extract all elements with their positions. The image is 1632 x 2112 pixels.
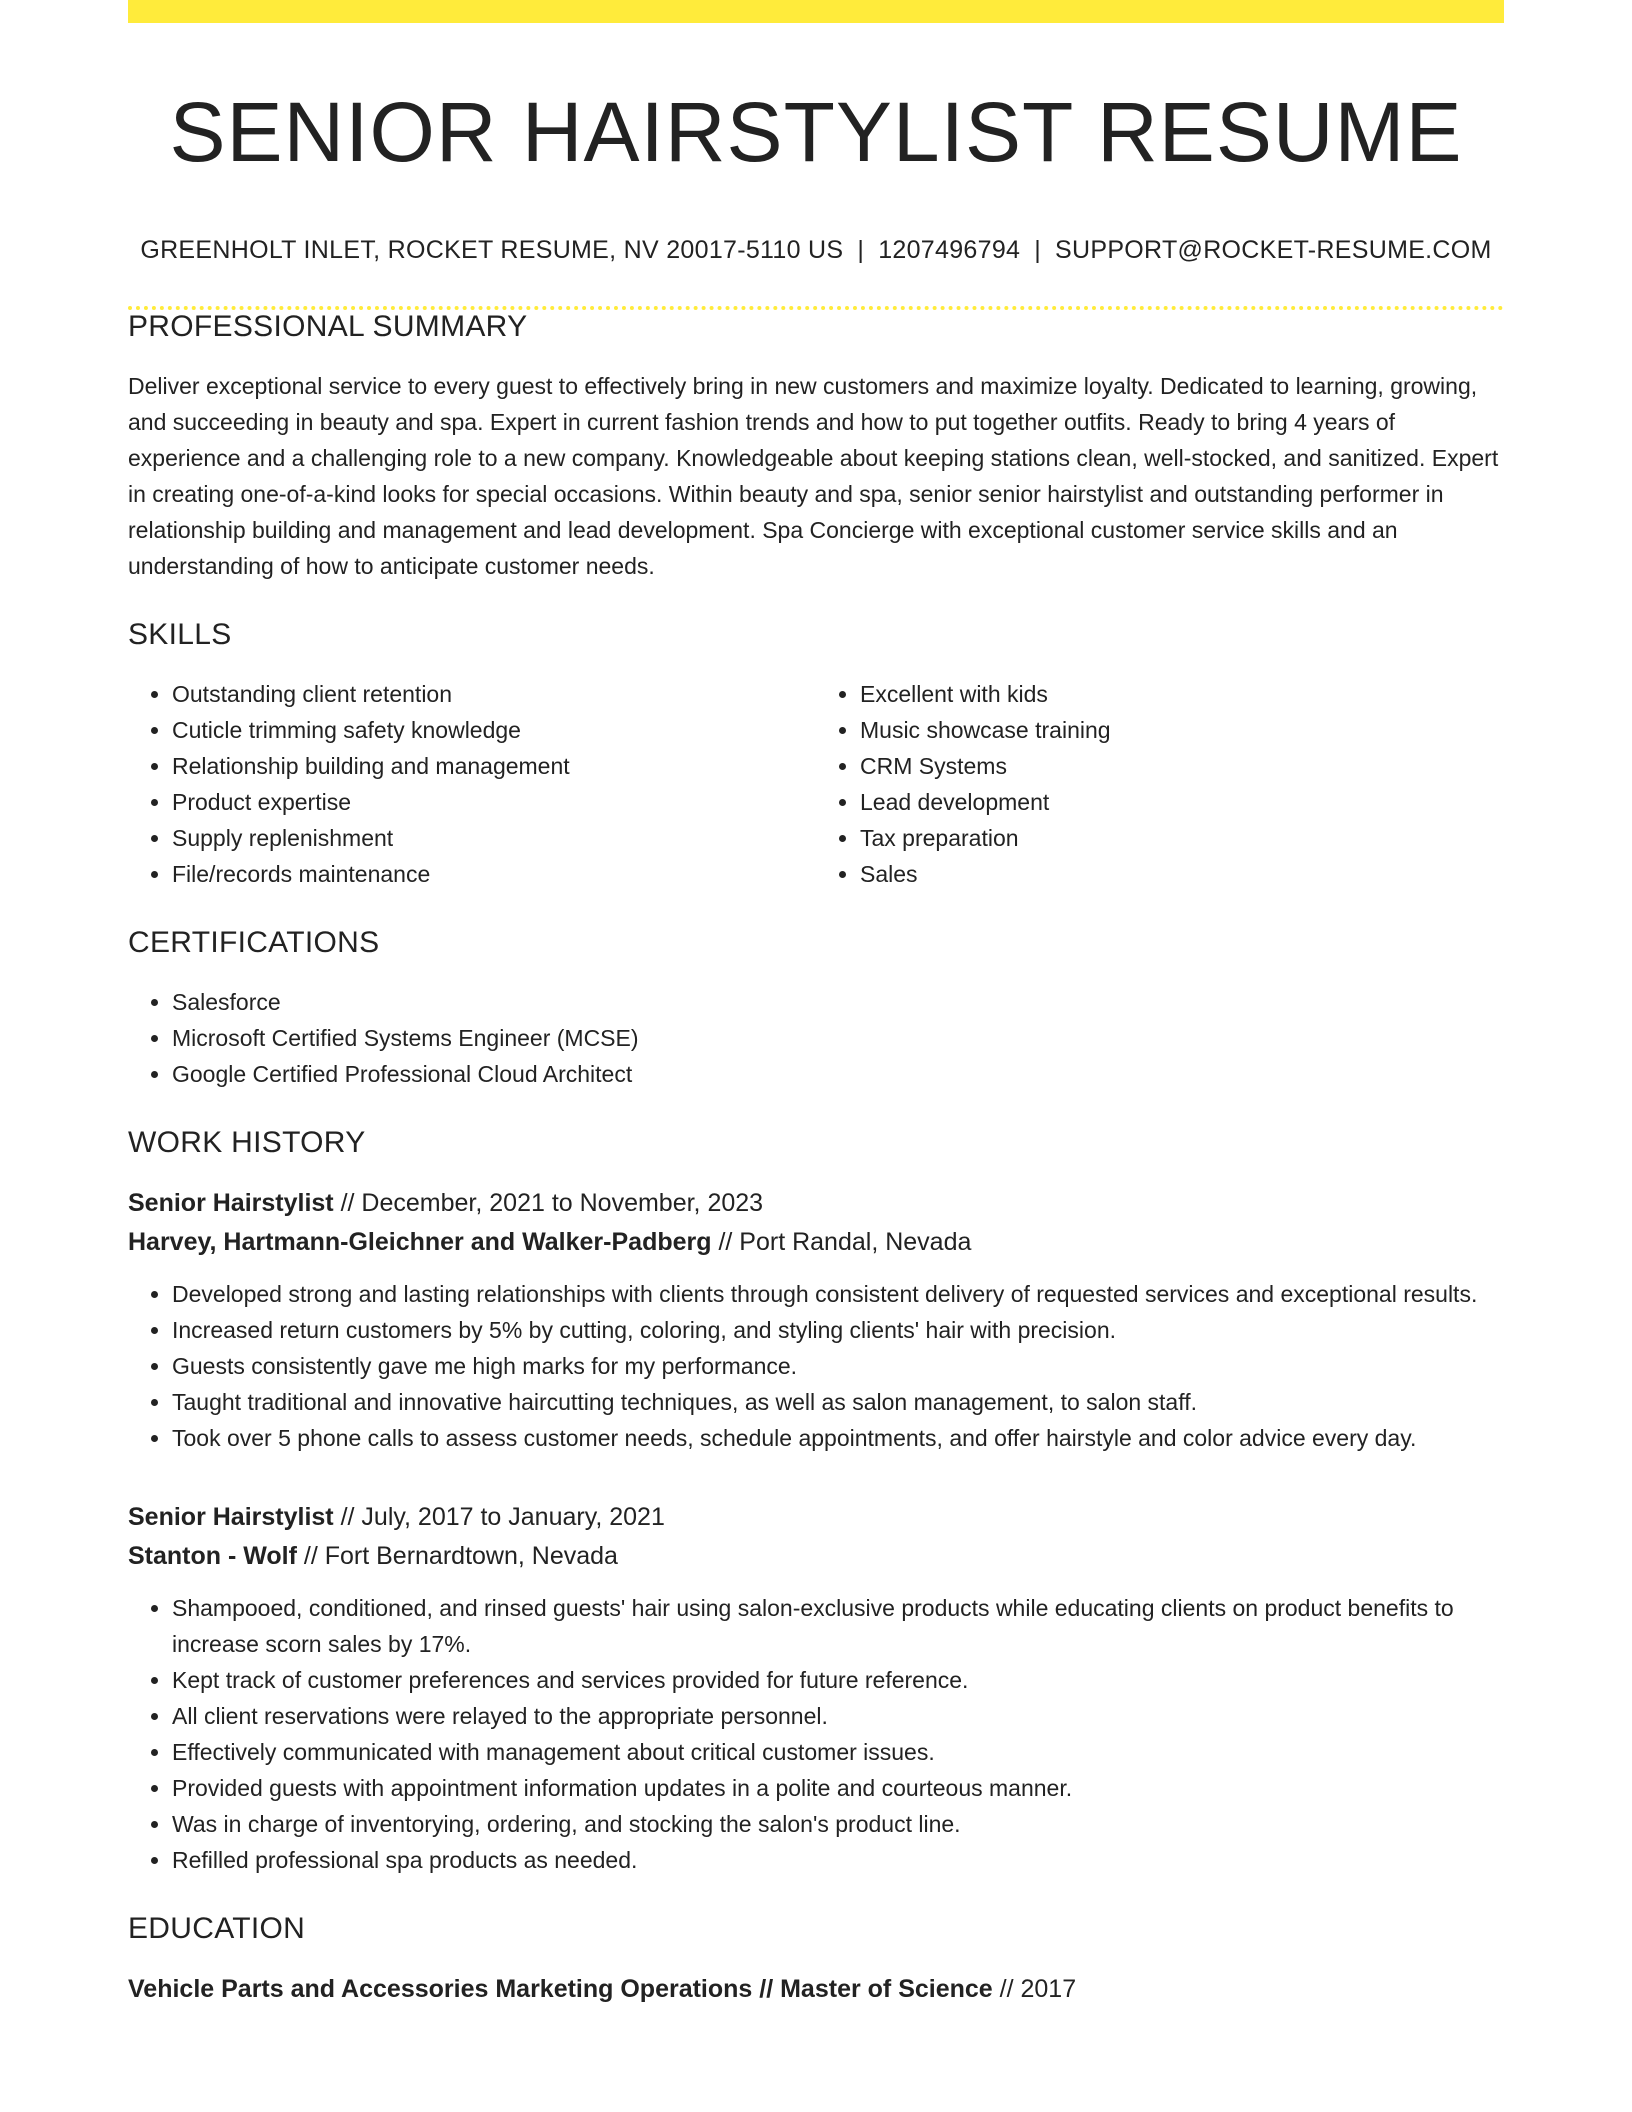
job-duty: • Increased return customers by 5% by cutting, coloring, and styling clients' hair with precision. bbox=[172, 1312, 1504, 1348]
job-duty: • Refilled professional spa products as needed. bbox=[172, 1842, 1504, 1878]
summary-text: Deliver exceptional service to every guest to effectively bring in new customers and maximize loyalty. Dedicated to learning, growing, and succeeding in beauty and spa. Expert in current fashion trends and how to put together outfits. Ready to bring 4 years of experience and a challenging role to a new company. Knowledgeable about keeping stations clean, well-stocked, and sanitized. Expert in creating one-of-a-kind looks for special occasions. Within beauty and spa, senior senior hairstylist and outstanding performer in relationship building and management and lead development. Spa Concierge with exceptional customer service skills and an understanding of how to anticipate customer needs. bbox=[128, 373, 1499, 580]
skills-list-right bbox=[816, 676, 1504, 892]
certification-item: • Microsoft Certified Systems Engineer (MCSE) bbox=[172, 1020, 1504, 1056]
skill-item: • File/records maintenance bbox=[172, 856, 816, 892]
contact-phone: 1207496794 bbox=[878, 236, 1021, 265]
skill-item: • Sales bbox=[860, 856, 1504, 892]
certifications-list bbox=[128, 984, 1504, 1092]
job-role: Senior Hairstylist bbox=[128, 1189, 334, 1218]
job-duty: • All client reservations were relayed to the appropriate personnel. bbox=[172, 1698, 1504, 1734]
skill-item: • Product expertise bbox=[172, 784, 816, 820]
accent-bar bbox=[128, 0, 1504, 23]
work-history-heading: WORK HISTORY bbox=[128, 1126, 366, 1160]
education-entry bbox=[128, 1970, 1504, 2009]
job-company: Stanton - Wolf bbox=[128, 1542, 297, 1571]
education-heading: EDUCATION bbox=[128, 1912, 306, 1946]
resume-title: SENIOR HAIRSTYLIST RESUME bbox=[169, 85, 1463, 179]
job-duty: • Shampooed, conditioned, and rinsed guests' hair using salon-exclusive products while educating clients on product benefits to increase scorn sales by 17%. bbox=[172, 1590, 1504, 1662]
job-duty: • Provided guests with appointment information updates in a polite and courteous manner. bbox=[172, 1770, 1504, 1806]
certifications-heading: CERTIFICATIONS bbox=[128, 926, 380, 960]
skill-item: • Excellent with kids bbox=[860, 676, 1504, 712]
contact-separator: | bbox=[1034, 236, 1042, 265]
job-duty: • Kept track of customer preferences and services provided for future reference. bbox=[172, 1662, 1504, 1698]
job-duty: • Taught traditional and innovative haircutting techniques, as well as salon management, to salon staff. bbox=[172, 1384, 1504, 1420]
contact-line bbox=[128, 236, 1504, 265]
certification-item: • Google Certified Professional Cloud Architect bbox=[172, 1056, 1504, 1092]
skills-list-left bbox=[128, 676, 816, 892]
skill-item: • Cuticle trimming safety knowledge bbox=[172, 712, 816, 748]
skill-item: • Supply replenishment bbox=[172, 820, 816, 856]
education-degree: Vehicle Parts and Accessories Marketing Operations // Master of Science bbox=[128, 1975, 993, 2004]
job-title-line bbox=[128, 1184, 1504, 1223]
contact-email: SUPPORT@ROCKET-RESUME.COM bbox=[1055, 236, 1492, 265]
work-history-section bbox=[128, 1126, 1504, 1878]
summary-heading: PROFESSIONAL SUMMARY bbox=[128, 310, 528, 344]
skills-heading: SKILLS bbox=[128, 618, 232, 652]
education-section bbox=[128, 1912, 1504, 2009]
skill-item: • Tax preparation bbox=[860, 820, 1504, 856]
skill-item: • Outstanding client retention bbox=[172, 676, 816, 712]
job-location: // Fort Bernardtown, Nevada bbox=[296, 1542, 618, 1571]
job-company-line bbox=[128, 1537, 1504, 1576]
education-year: // 2017 bbox=[992, 1975, 1077, 2004]
skills-grid bbox=[128, 676, 1504, 892]
job-duty: • Guests consistently gave me high marks for my performance. bbox=[172, 1348, 1504, 1384]
contact-address: GREENHOLT INLET, ROCKET RESUME, NV 20017-5110 US bbox=[140, 236, 844, 265]
job-duties bbox=[128, 1276, 1504, 1456]
skill-item: • Lead development bbox=[860, 784, 1504, 820]
certifications-section bbox=[128, 926, 1504, 1092]
skill-item: • Music showcase training bbox=[860, 712, 1504, 748]
job-dates: // July, 2017 to January, 2021 bbox=[333, 1503, 665, 1532]
job-company: Harvey, Hartmann-Gleichner and Walker-Padberg bbox=[128, 1228, 712, 1257]
certification-item: • Salesforce bbox=[172, 984, 1504, 1020]
job-role: Senior Hairstylist bbox=[128, 1503, 334, 1532]
job-entry bbox=[128, 1498, 1504, 1878]
skills-section bbox=[128, 618, 1504, 892]
job-title-line bbox=[128, 1498, 1504, 1537]
job-duties bbox=[128, 1590, 1504, 1878]
job-duty: • Effectively communicated with management about critical customer issues. bbox=[172, 1734, 1504, 1770]
job-duty: • Developed strong and lasting relationships with clients through consistent delivery of requested services and exceptional results. bbox=[172, 1276, 1504, 1312]
skill-item: • CRM Systems bbox=[860, 748, 1504, 784]
skill-item: • Relationship building and management bbox=[172, 748, 816, 784]
job-company-line bbox=[128, 1223, 1504, 1262]
resume-page bbox=[128, 0, 1504, 2009]
contact-separator: | bbox=[857, 236, 865, 265]
job-duty: • Was in charge of inventorying, ordering, and stocking the salon's product line. bbox=[172, 1806, 1504, 1842]
job-duty: • Took over 5 phone calls to assess customer needs, schedule appointments, and offer hairstyle and color advice every day. bbox=[172, 1420, 1504, 1456]
job-location: // Port Randal, Nevada bbox=[711, 1228, 972, 1257]
job-dates: // December, 2021 to November, 2023 bbox=[333, 1189, 764, 1218]
job-entry bbox=[128, 1184, 1504, 1456]
